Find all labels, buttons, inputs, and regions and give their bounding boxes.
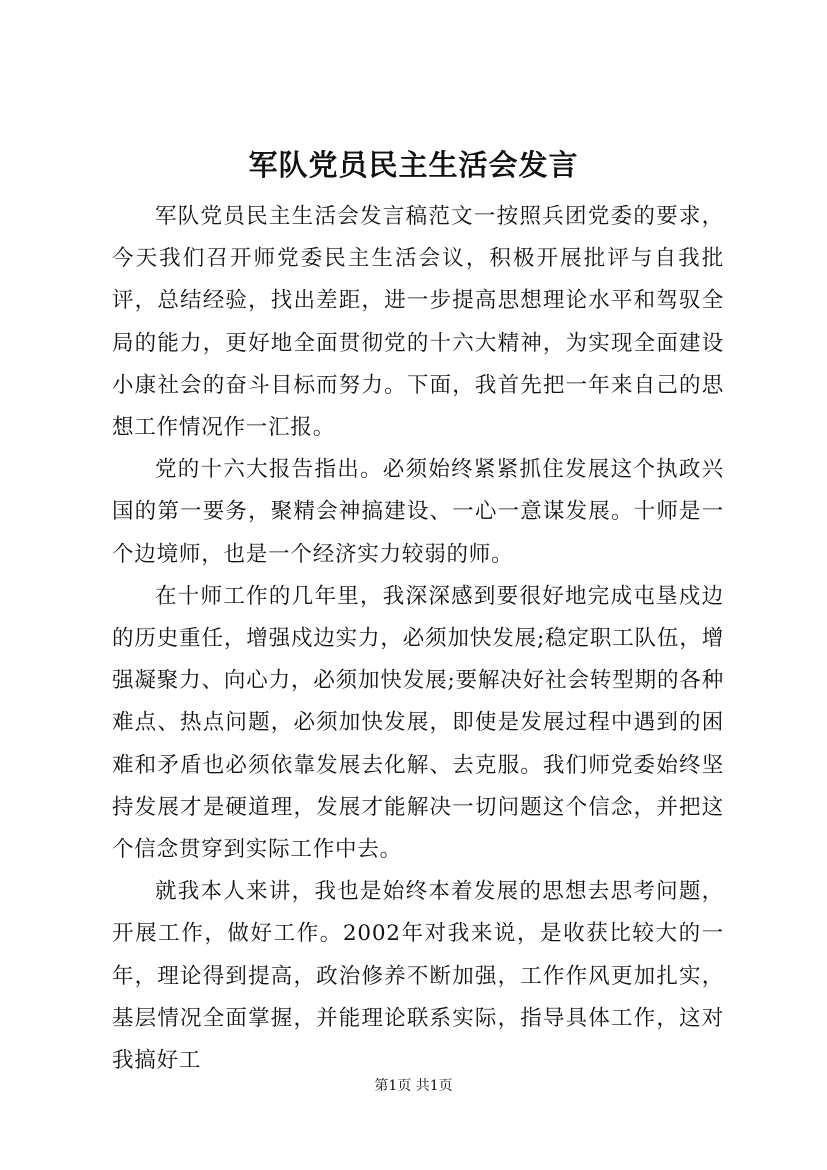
document-title: 军队党员民主生活会发言 xyxy=(248,148,579,182)
paragraph-1: 军队党员民主生活会发言稿范文一按照兵团党委的要求，今天我们召开师党委民主生活会议，积极开展批评与自我批评，总结经验，找出差距，进一步提高思想理论水平和驾驭全局的能力，更好地全面贯彻党的十六大精神，为实现全面建设小康社会的奋斗目标而努力。下面，我首先把一年来自己的思想工作情况作一汇报。 xyxy=(112,204,724,441)
paragraph-4: 就我本人来讲，我也是始终本着发展的思想去思考问题，开展工作，做好工作。2002年对我来说，是收获比较大的一年，理论得到提高，政治修养不断加强，工作作风更加扎实，基层情况全面掌握，并能理论联系实际，指导具体工作，这对我搞好工 xyxy=(112,879,724,1074)
paragraph-3: 在十师工作的几年里，我深深感到要很好地完成屯垦戍边的历史重任，增强戍边实力，必须加快发展;稳定职工队伍，增强凝聚力、向心力，必须加快发展;要解决好社会转型期的各种难点、热点问题，必须加快发展，即使是发展过程中遇到的困难和矛盾也必须依靠发展去化解、去克服。我们师党委始终坚持发展才是硬道理，发展才能解决一切问题这个信念，并把这个信念贯穿到实际工作中去。 xyxy=(112,583,724,863)
document-body xyxy=(112,196,724,1082)
paragraph-2: 党的十六大报告指出。必须始终紧紧抓住发展这个执政兴国的第一要务，聚精会神搞建设、一心一意谋发展。十师是一个边境师，也是一个经济实力较弱的师。 xyxy=(112,457,724,567)
page-number-footer: 第1页 共1页 xyxy=(374,1078,453,1094)
